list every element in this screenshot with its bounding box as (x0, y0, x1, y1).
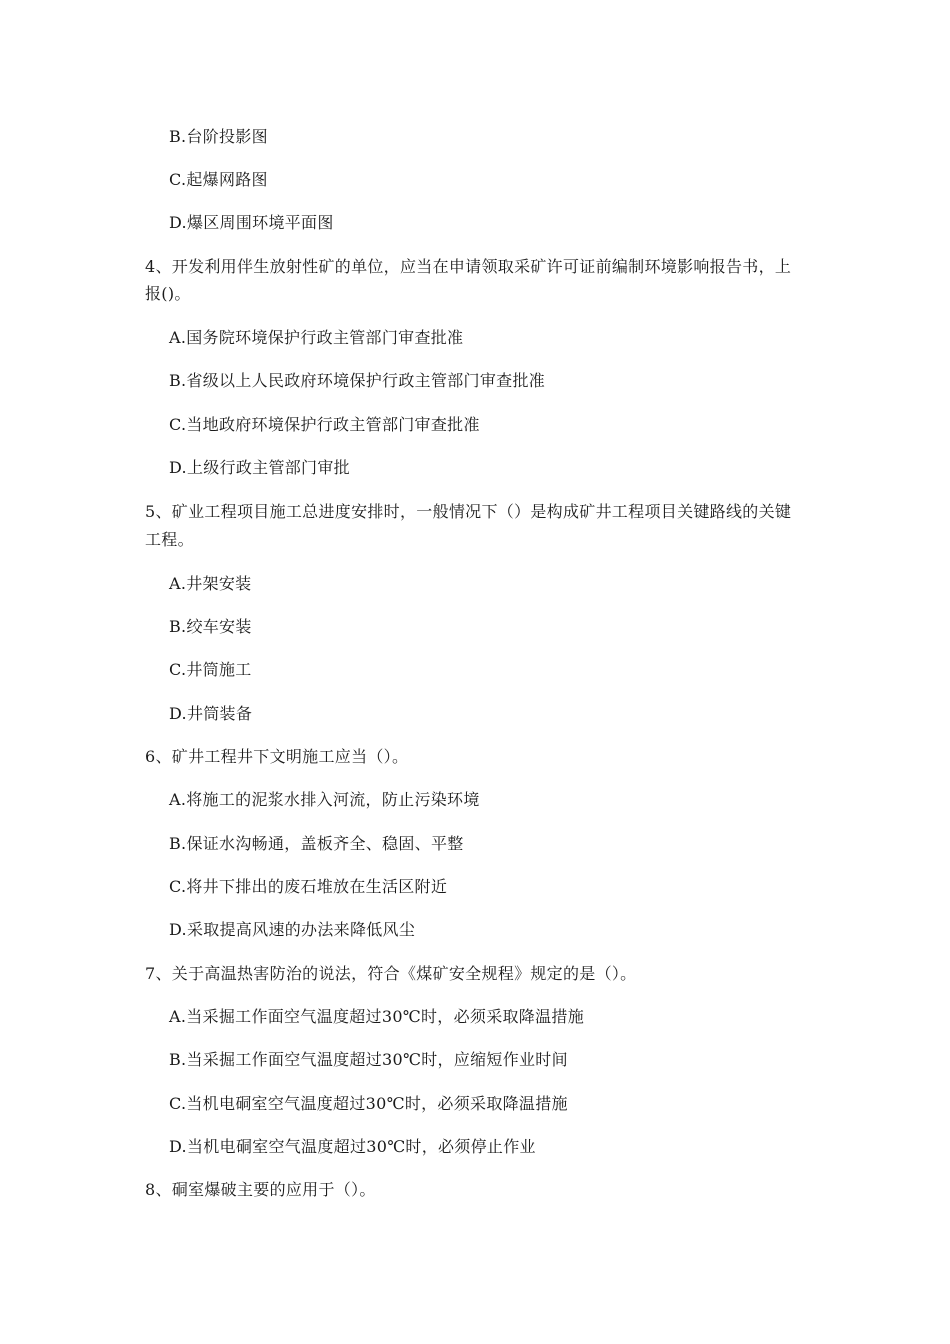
q4-option-d: D.上级行政主管部门审批 (169, 458, 350, 477)
q7-option-c: C.当机电硐室空气温度超过30℃时，必须采取降温措施 (169, 1094, 568, 1113)
q7-option-a: A.当采掘工作面空气温度超过30℃时，必须采取降温措施 (169, 1007, 584, 1026)
q6-option-d: D.采取提高风速的办法来降低风尘 (169, 920, 416, 939)
q5-option-b: B.绞车安装 (169, 617, 252, 636)
q6-stem: 6、矿井工程井下文明施工应当（）。 (145, 747, 409, 766)
q5-option-c: C.井筒施工 (169, 660, 252, 679)
q8-stem: 8、硐室爆破主要的应用于（）。 (145, 1180, 376, 1199)
q7-stem: 7、关于高温热害防治的说法，符合《煤矿安全规程》规定的是（）。 (145, 964, 637, 983)
q6-option-c: C.将井下排出的废石堆放在生活区附近 (169, 877, 448, 896)
q7-option-d: D.当机电硐室空气温度超过30℃时，必须停止作业 (169, 1137, 536, 1156)
q5-option-a: A.井架安装 (169, 574, 252, 593)
q7-option-b: B.当采掘工作面空气温度超过30℃时，应缩短作业时间 (169, 1050, 568, 1069)
q4-stem-line2: 报()。 (145, 284, 191, 303)
q3-option-c: C.起爆网路图 (169, 170, 268, 189)
q5-stem-line2: 工程。 (145, 530, 194, 549)
q6-option-a: A.将施工的泥浆水排入河流，防止污染环境 (169, 790, 480, 809)
q3-option-b: B.台阶投影图 (169, 127, 268, 146)
q6-option-b: B.保证水沟畅通，盖板齐全、稳固、平整 (169, 834, 464, 853)
q4-option-b: B.省级以上人民政府环境保护行政主管部门审查批准 (169, 371, 546, 390)
q4-option-a: A.国务院环境保护行政主管部门审查批准 (169, 328, 464, 347)
q4-option-c: C.当地政府环境保护行政主管部门审查批准 (169, 415, 480, 434)
q5-option-d: D.井筒装备 (169, 704, 253, 723)
q5-stem-line1: 5、矿业工程项目施工总进度安排时，一般情况下（）是构成矿井工程项目关键路线的关键 (145, 502, 792, 521)
q4-stem-line1: 4、开发利用伴生放射性矿的单位，应当在申请领取采矿许可证前编制环境影响报告书，上 (145, 257, 792, 276)
q3-option-d: D.爆区周围环境平面图 (169, 213, 334, 232)
